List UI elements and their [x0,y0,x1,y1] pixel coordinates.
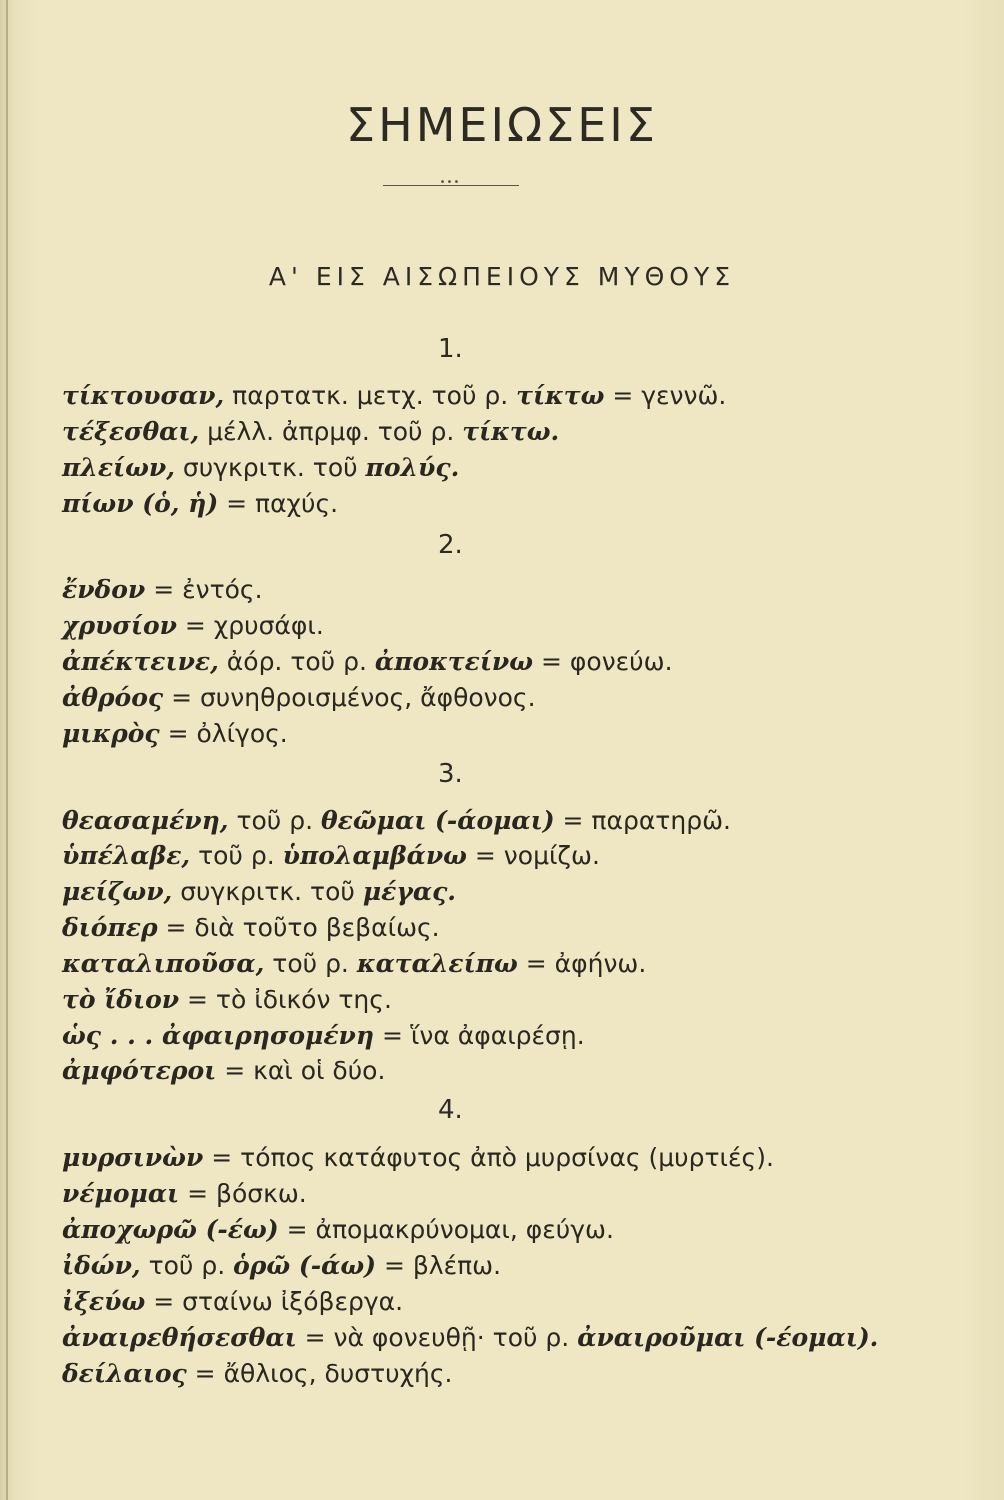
section-number-3: 3. [438,759,463,789]
note-line [62,806,731,836]
note-gloss: = ἀφήνω. [517,949,647,978]
note-line [62,719,288,749]
note-gloss: τοῦ ρ. [264,949,357,978]
note-term: τίκτουσαν, [62,381,225,410]
title-divider-ornament: ••• [439,177,461,188]
note-gloss: = ἵνα ἀφαιρέσῃ. [374,1021,585,1050]
note-gloss: = καὶ οἱ δύο. [216,1056,386,1085]
note-term: πλείων, [62,453,175,482]
note-term: διόπερ [62,913,158,942]
note-gloss: = τὸ ἰδικόν της. [179,985,392,1014]
note-line [62,913,440,943]
note-term: θεῶμαι (-άομαι) [320,806,555,835]
note-line [62,575,263,605]
note-gloss: = παχύς. [218,489,339,518]
note-line [62,1143,774,1173]
note-gloss: = ἄθλιος, δυστυχής. [186,1359,453,1388]
note-gloss: συγκριτκ. τοῦ [174,453,366,482]
note-gloss: = ἀπομακρύνομαι, φεύγω. [278,1215,614,1244]
note-term: ἰδών, [62,1251,141,1280]
note-term: ὁρῶ (-άω) [233,1251,376,1280]
note-line [62,1056,385,1086]
note-line [62,489,338,519]
note-term: πίων (ὁ, ἡ) [62,489,219,518]
note-gloss: παρτατκ. μετχ. τοῦ ρ. [224,381,517,410]
note-gloss: = συνηθροισμένος, ἄφθονος. [163,683,536,712]
note-gloss: = ἐντός. [145,575,263,604]
note-term: μυρσινὼν [62,1143,204,1172]
note-gloss: τοῦ ρ. [190,841,283,870]
note-term: τέξεσθαι, [62,417,200,446]
note-gloss: τοῦ ρ. [140,1251,234,1280]
note-line [62,1287,403,1317]
section-number-2: 2. [438,530,463,560]
note-line [62,647,673,677]
note-gloss: μέλλ. ἀπρμφ. τοῦ ρ. [199,417,463,446]
note-line [62,877,456,907]
note-gloss: = παρατηρῶ. [554,806,731,835]
note-gloss: ἀόρ. τοῦ ρ. [218,647,375,676]
note-gloss: = νὰ φονευθῇ· τοῦ ρ. [296,1323,578,1352]
note-line [62,949,646,979]
note-line [62,985,392,1015]
note-line [62,683,536,713]
note-term: νέμομαι [62,1179,180,1208]
note-term: ἔνδον [62,575,146,604]
section-number-4: 4. [438,1095,463,1125]
note-gloss: συγκριτκ. τοῦ [172,877,363,906]
note-gloss: = διὰ τοῦτο βεβαίως. [157,913,440,942]
note-gloss: = βλέπω. [376,1251,502,1280]
note-line [62,1359,453,1389]
note-gloss: = χρυσάφι. [176,611,324,640]
note-term: ἀποκτείνω [374,647,534,676]
note-term: ἀναιρεθήσεσθαι [62,1323,297,1352]
note-term: καταλείπω [356,949,518,978]
note-term: μείζων, [62,877,173,906]
note-gloss: = ὀλίγος. [159,719,288,748]
note-term: ἰξεύω [62,1287,146,1316]
note-line [62,381,726,411]
note-line [62,611,324,641]
note-term: ἀποχωρῶ (-έω) [62,1215,279,1244]
note-gloss: = βόσκω. [179,1179,307,1208]
note-gloss: = φονεύω. [533,647,673,676]
note-term: τὸ ἴδιον [62,985,180,1014]
note-line [62,453,459,483]
note-term: ὡς . . . ἀφαιρησομένη [62,1021,375,1050]
note-term: ἀθρόος [62,683,164,712]
note-term: ἀπέκτεινε, [62,647,219,676]
section-number-1: 1. [438,334,463,364]
note-term: μικρὸς [62,719,160,748]
note-gloss: = νομίζω. [466,841,600,870]
note-term: πολύς. [365,453,460,482]
note-line [62,1021,585,1051]
section-subtitle: Α' ΕΙΣ ΑΙΣΩΠΕΙΟΥΣ ΜΥΘΟΥΣ [268,262,736,291]
page-title: ΣΗΜΕΙΩΣΕΙΣ [346,98,658,152]
note-term: τίκτω. [462,417,560,446]
note-line [62,1179,307,1209]
note-term: καταλιποῦσα, [62,949,265,978]
note-term: ἀμφότεροι [62,1056,217,1085]
note-line [62,841,600,871]
page-binding-edge [6,0,8,1500]
note-term: θεασαμένη, [62,806,229,835]
note-term: ὑπέλαβε, [62,841,191,870]
note-term: ἀναιροῦμαι (-έομαι). [577,1323,879,1352]
note-line [62,417,559,447]
note-term: τίκτω [516,381,605,410]
note-line [62,1251,501,1281]
note-term: δείλαιος [62,1359,187,1388]
note-term: ὑπολαμβάνω [282,841,467,870]
note-term: χρυσίον [62,611,177,640]
note-gloss: τοῦ ρ. [228,806,321,835]
note-gloss: = σταίνω ἰξόβεργα. [145,1287,404,1316]
note-term: μέγας. [362,877,456,906]
note-gloss: = τόπος κατάφυτος ἀπὸ μυρσίνας (μυρτιές). [203,1143,774,1172]
note-gloss: = γεννῶ. [604,381,727,410]
note-line [62,1323,878,1353]
note-line [62,1215,614,1245]
